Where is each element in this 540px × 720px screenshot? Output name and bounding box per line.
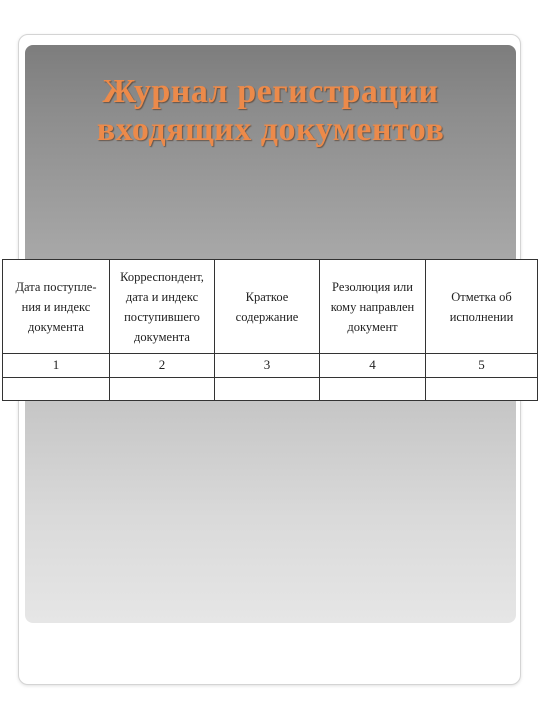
header-cell-correspondent [110, 260, 215, 354]
header-summary-label: Краткое содержание [235, 289, 299, 324]
registration-journal-table-container [2, 259, 537, 401]
column-number-cell: 4 [320, 354, 426, 377]
header-cell-receipt-date [3, 260, 110, 354]
header-correspondent-label: Корреспондент, дата и индекс поступившего документа [120, 269, 204, 344]
empty-cell [320, 377, 426, 400]
empty-cell [3, 377, 110, 400]
table-row-column-numbers [3, 354, 538, 377]
header-receipt-date-label: Дата поступле- ния и индекс документа [15, 279, 97, 334]
header-cell-execution-mark [426, 260, 538, 354]
column-number-cell: 5 [426, 354, 538, 377]
header-execution-mark-label: Отметка об исполнении [449, 289, 514, 324]
empty-cell [110, 377, 215, 400]
header-cell-resolution [320, 260, 426, 354]
empty-cell [215, 377, 320, 400]
slide-title-line-2: входящих документов [96, 111, 445, 148]
slide-title-line-1: Журнал регистрации [102, 73, 439, 110]
slide-title [25, 73, 516, 149]
empty-cell [426, 377, 538, 400]
header-resolution-label: Резолюция или кому направлен документ [330, 279, 415, 334]
column-number-cell: 1 [3, 354, 110, 377]
column-number-cell: 3 [215, 354, 320, 377]
table-header-row [3, 260, 538, 354]
column-number-cell: 2 [110, 354, 215, 377]
table-row-empty [3, 377, 538, 400]
header-cell-summary [215, 260, 320, 354]
registration-journal-table [2, 259, 538, 401]
